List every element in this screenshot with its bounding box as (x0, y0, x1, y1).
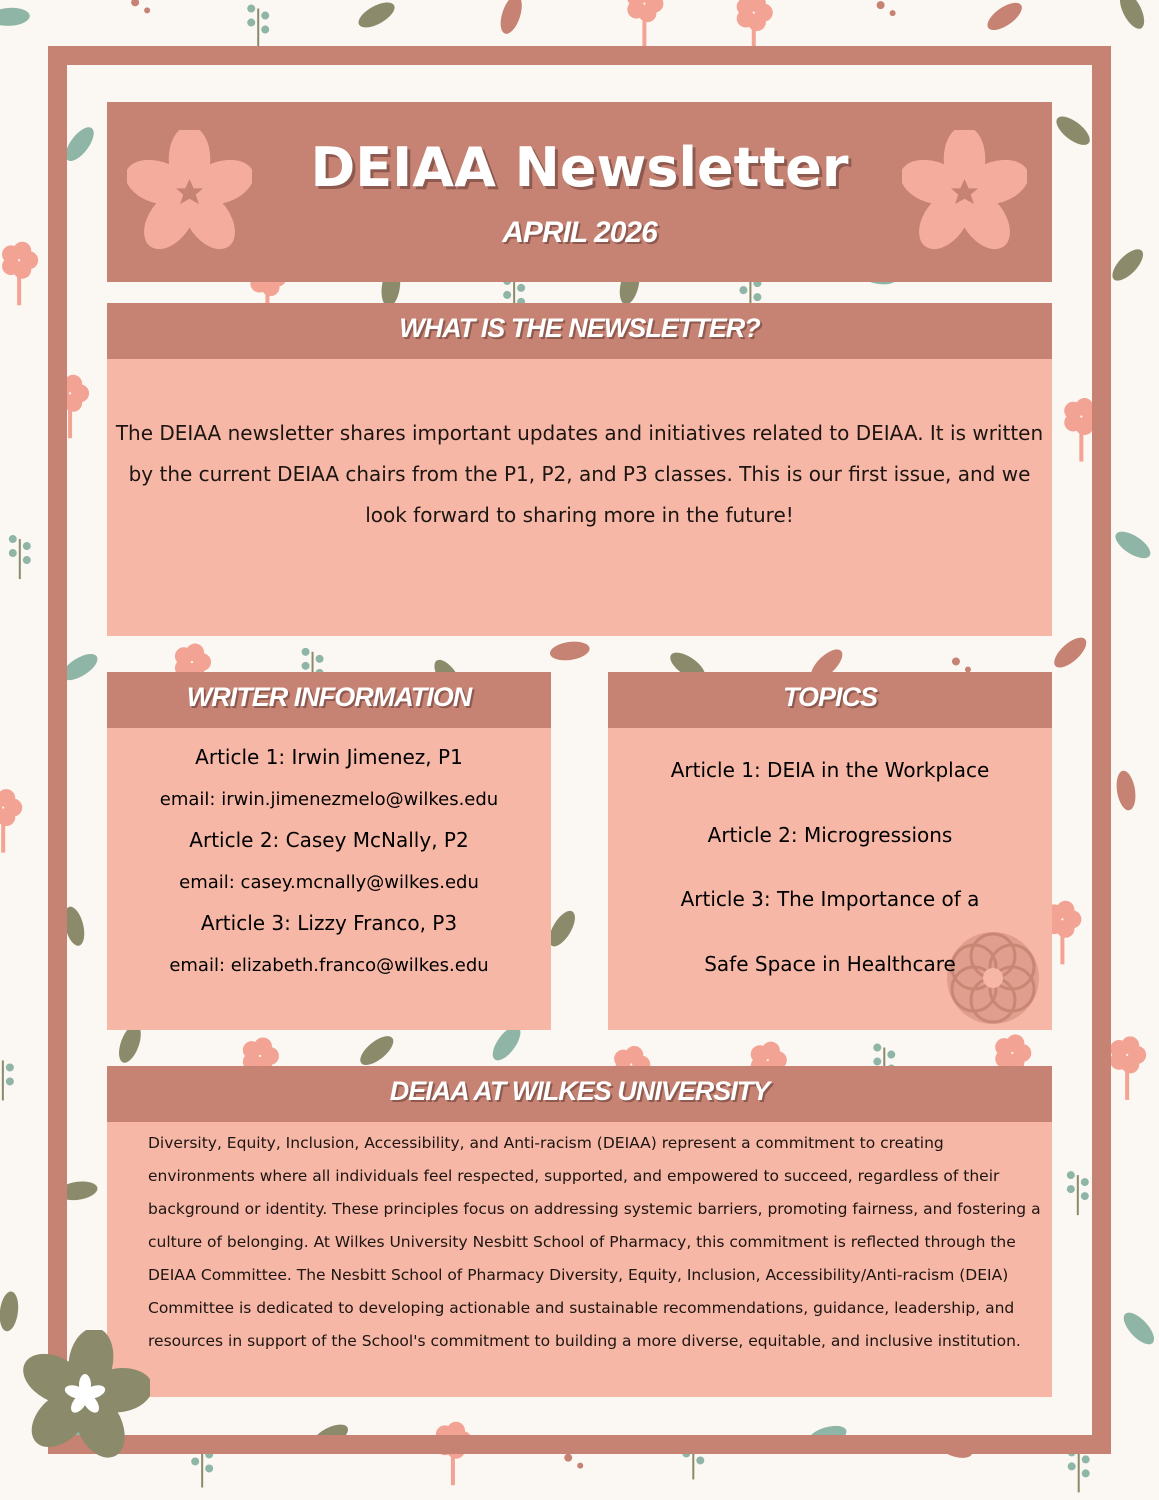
topics-list (608, 738, 1052, 996)
topic-item: Safe Space in Healthcare (704, 951, 956, 976)
deiaa-heading-bar (107, 1066, 1052, 1122)
topics-panel (608, 728, 1052, 1030)
topics-heading-bar (608, 672, 1052, 728)
writer-email-link[interactable]: email: casey.mcnally@wilkes.edu (179, 871, 479, 893)
writer-list (107, 737, 551, 987)
intro-text: The DEIAA newsletter shares important updates and initiatives related to DEIAA. It is written by the current DEIAA chairs from the P1, P2, and P3 classes. This is our first issue, and we look forward to sharing more in the future! (115, 421, 1044, 527)
newsletter-date: APRIL 2026 (502, 216, 657, 249)
writer-email-link[interactable]: email: irwin.jimenezmelo@wilkes.edu (159, 788, 499, 810)
newsletter-header (107, 102, 1052, 282)
deiaa-text: Diversity, Equity, Inclusion, Accessibility, and Anti-racism (DEIAA) represent a commitment to creating environments where all individuals feel respected, supported, and empowered to succeed, regardless of their background or identity. These principles focus on addressing systemic barriers, promoting fairness, and fostering a culture of belonging. At Wilkes University Nesbitt School of Pharmacy, this commitment is reflected through the DEIAA Committee. The Nesbitt School of Pharmacy Diversity, Equity, Inclusion, Accessibility/Anti-racism (DEIA) Committee is dedicated to developing actionable and sustainable recommendations, guidance, leadership, and resources in support of the School's commitment to building a more diverse, equitable, and inclusive institution. (148, 1134, 1041, 1350)
writer-panel (107, 728, 551, 1030)
deiaa-heading: DEIAA AT WILKES UNIVERSITY (389, 1076, 770, 1106)
topic-item: Article 1: DEIA in the Workplace (670, 758, 990, 782)
olive-flower-icon (20, 1330, 150, 1460)
topic-item: Article 3: The Importance of a (680, 887, 980, 911)
writer-line: Article 2: Casey McNally, P2 (189, 828, 469, 853)
writer-line: Article 1: Irwin Jimenez, P1 (195, 745, 463, 769)
writer-email-link[interactable]: email: elizabeth.franco@wilkes.edu (169, 954, 489, 976)
writer-line: Article 3: Lizzy Franco, P3 (200, 911, 458, 936)
newsletter-title: DEIAA Newsletter (310, 136, 849, 199)
writer-heading-bar (107, 672, 551, 728)
writer-heading: WRITER INFORMATION (186, 682, 472, 712)
intro-heading: WHAT IS THE NEWSLETTER? (399, 313, 760, 343)
topics-heading: TOPICS (782, 682, 878, 712)
intro-heading-bar (107, 303, 1052, 359)
topic-item: Article 2: Microgressions (707, 822, 953, 847)
